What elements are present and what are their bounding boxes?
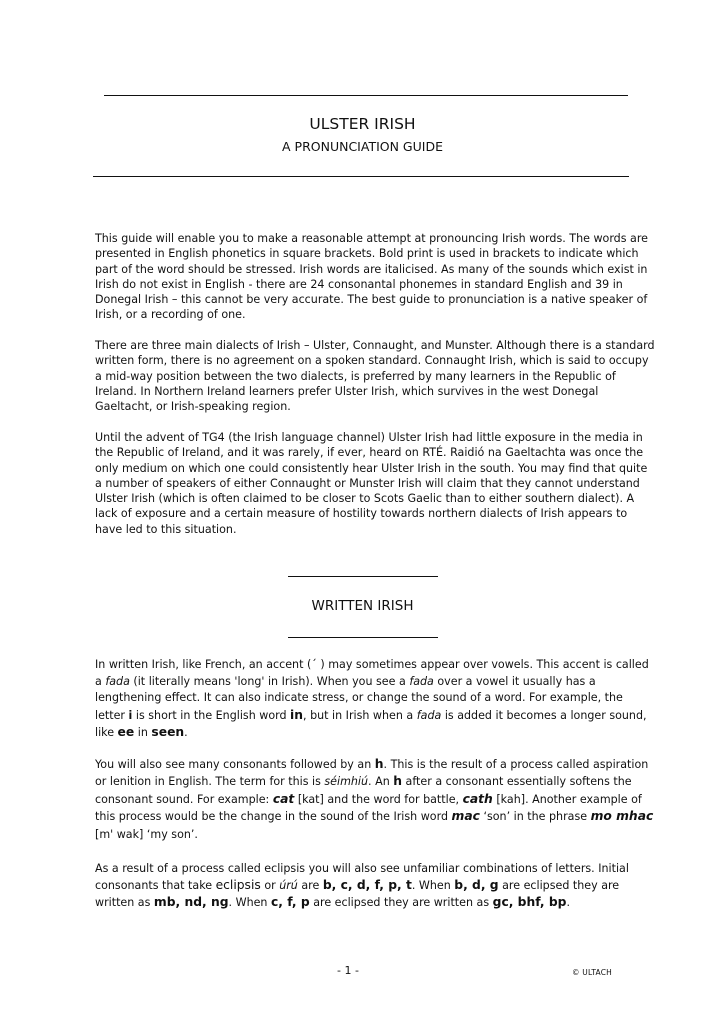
text-run: is short in the English word xyxy=(132,708,291,722)
text-run: ‘son’ in the phrase xyxy=(479,810,591,824)
text-run: séimhiú xyxy=(324,775,369,789)
text-run: h xyxy=(374,757,384,771)
text-run: cat xyxy=(272,791,295,806)
text-run: mo mhac xyxy=(590,809,654,824)
text-run: [kah]. Another example of this process would be the change in the sound of the Irish word xyxy=(95,792,642,824)
text-run: seen xyxy=(151,725,185,740)
text-run: . xyxy=(566,896,571,910)
text-run: . An xyxy=(368,775,394,789)
text-run: in xyxy=(290,707,304,722)
text-run: mac xyxy=(451,809,480,824)
intro-paragraph-2 xyxy=(95,338,655,414)
text-run: , but in Irish when a xyxy=(303,708,417,722)
text-run: fada xyxy=(409,674,434,688)
text-run: As a result of a process called eclipsis you will also see unfamiliar combinations of letters. Initial consonants that take xyxy=(95,862,629,893)
section-paragraph-1 xyxy=(95,657,655,742)
text-run: ´ xyxy=(311,658,317,671)
text-run: after a consonant essentially softens the consonant sound. For example: xyxy=(95,775,632,806)
text-run: Until the advent of TG4 (the Irish language channel) Ulster Irish had little exposure in the media in the Republic of Ireland, and it was rarely, if ever, heard on RTÉ. Raidió na Gaeltachta was once the only medium on which one could consistently hear Ulster Irish in the south. You may find that quite a number of speakers of either Connaught or Munster Irish will claim that they cannot understand Ulster Irish (which is often claimed to be closer to Scots Gaelic than to either southern dialect). A lack of exposure and a certain measure of hostility towards northern dialects of Irish appears to have led to this situation. xyxy=(95,431,648,536)
text-run: i xyxy=(128,708,133,722)
text-run: [m' wak] ‘my son’. xyxy=(95,827,198,841)
heading-bottom-rule xyxy=(93,176,629,177)
text-run: . When xyxy=(228,896,271,910)
text-run: or xyxy=(260,879,280,893)
page-subtitle: A PRONUNCIATION GUIDE xyxy=(282,139,443,154)
text-run: In written Irish, like French, an accent ( xyxy=(95,658,312,671)
text-run: [kat] and the word for battle, xyxy=(294,792,463,806)
text-run: over a vowel it usually has a lengthening effect. It can also indicate stress, or change the sound of a word. For example, the letter xyxy=(95,674,623,722)
intro-paragraph-1 xyxy=(95,231,655,323)
section-paragraph-2 xyxy=(95,756,655,843)
text-run: cath xyxy=(462,791,493,806)
page-title: ULSTER IRISH xyxy=(309,115,416,133)
text-run: c, f, p xyxy=(270,895,310,910)
text-run: ee xyxy=(117,725,135,740)
intro-paragraph-3 xyxy=(95,430,655,537)
page-number: - 1 - xyxy=(337,964,359,977)
text-run: . This is the result of a process called aspiration or lenition in English. The term for this is xyxy=(95,758,649,789)
text-run: are xyxy=(297,879,323,893)
section-rule-bottom xyxy=(288,637,438,638)
text-run: . xyxy=(184,726,188,740)
text-run: are eclipsed they are written as xyxy=(95,879,620,910)
text-run: b, d, g xyxy=(454,878,499,893)
section-rule-top xyxy=(288,576,438,577)
text-run: in xyxy=(134,726,152,740)
text-run: . When xyxy=(411,879,455,893)
text-run: are eclipsed they are written as xyxy=(309,896,493,910)
top-rule xyxy=(104,95,628,96)
text-run: mb, nd, ng xyxy=(153,895,229,910)
section-title: WRITTEN IRISH xyxy=(311,598,414,614)
text-run: úrú xyxy=(279,879,298,893)
text-run: fada xyxy=(416,708,442,722)
text-run: This guide will enable you to make a reasonable attempt at pronouncing Irish words. The words are presented in English phonetics in square brackets. Bold print is used in brackets to indicate which part of the word should be stressed. Irish words are italicised. As many of the sounds which exist in Irish do not exist in English - there are 24 consonantal phonemes in standard English and 39 in Donegal Irish – this cannot be very accurate. The best guide to pronunciation is a native speaker of Irish, or a recording of one. xyxy=(95,232,648,322)
copyright-notice: © ULTACH xyxy=(572,968,612,977)
text-run: eclipsis xyxy=(215,878,261,893)
text-run: fada xyxy=(105,674,130,688)
text-run: gc, bhf, bp xyxy=(492,895,567,910)
text-run: h xyxy=(393,774,403,789)
section-paragraph-3 xyxy=(95,860,655,912)
text-run: ) may sometimes appear over vowels. This accent is called a xyxy=(95,658,649,688)
text-run: There are three main dialects of Irish – Ulster, Connaught, and Munster. Although there is a standard written form, there is no agreement on a spoken standard. Connaught Irish, which is said to occupy a mid-way position between the two dialects, is preferred by many learners in the Republic of Ireland. In Northern Ireland learners prefer Ulster Irish, which survives in the west Donegal Gaeltacht, or Irish-speaking region. xyxy=(95,339,655,414)
text-run: b, c, d, f, p, t xyxy=(322,878,412,893)
text-run: is added it becomes a longer sound, like xyxy=(95,708,647,740)
text-run: (it literally means 'long' in Irish). When you see a xyxy=(129,674,410,688)
text-run: You will also see many consonants followed by an xyxy=(95,758,375,771)
